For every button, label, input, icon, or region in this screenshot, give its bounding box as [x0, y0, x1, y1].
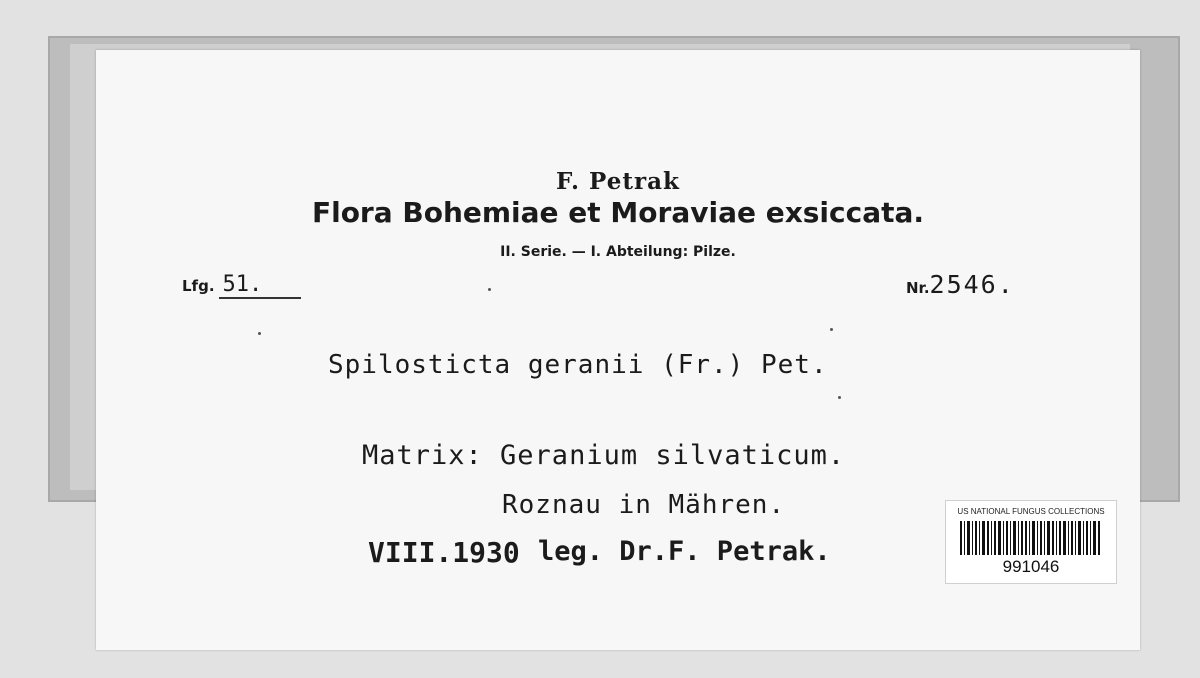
nr-field	[906, 270, 1015, 299]
speck	[488, 288, 491, 291]
nr-label: Nr.	[906, 279, 930, 297]
barcode-icon	[960, 521, 1102, 555]
collection-locality: Roznau in Mähren.	[502, 490, 786, 520]
barcode-caption: US NATIONAL FUNGUS COLLECTIONS	[957, 507, 1105, 516]
lfg-field	[182, 272, 301, 299]
nr-value: 2546.	[929, 270, 1015, 299]
collection-date: VIII.1930	[368, 536, 520, 569]
label-author: F. Petrak	[556, 168, 680, 195]
speck	[838, 396, 841, 399]
barcode-tag	[945, 500, 1117, 584]
speck	[258, 332, 261, 335]
species-name: Spilosticta geranii (Fr.) Pet.	[328, 350, 828, 380]
lfg-label: Lfg.	[182, 277, 215, 295]
speck	[830, 328, 833, 331]
matrix-host: Matrix: Geranium silvaticum.	[362, 440, 846, 471]
label-title: Flora Bohemiae et Moraviae exsiccata.	[311, 196, 925, 229]
barcode-number: 991046	[1002, 557, 1060, 576]
lfg-value: 51.	[219, 272, 301, 299]
collector-name: leg. Dr.F. Petrak.	[538, 536, 831, 567]
label-series: II. Serie. — I. Abteilung: Pilze.	[500, 244, 736, 260]
